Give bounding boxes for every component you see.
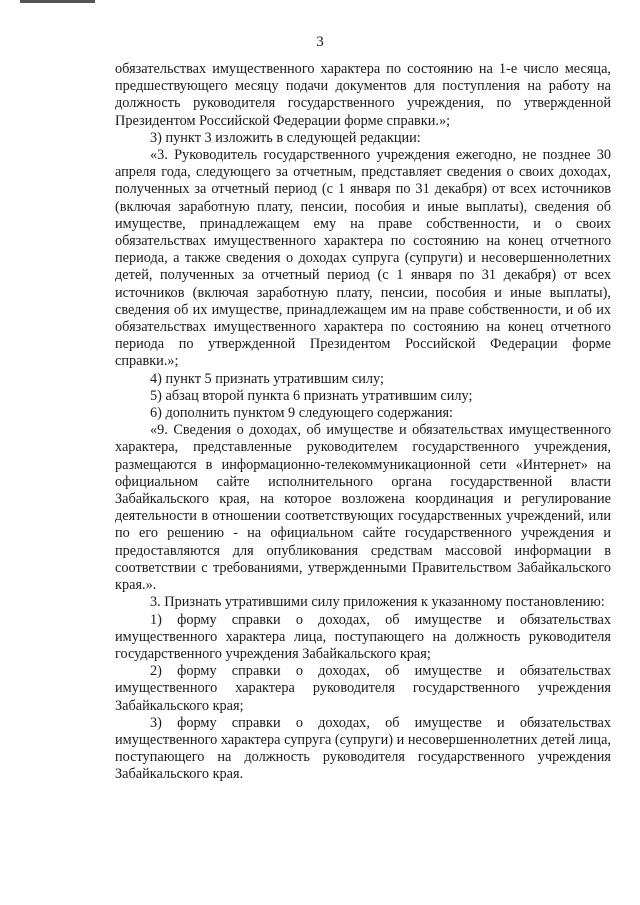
page-number: 3 [316,34,324,50]
paragraph-clause-9: «9. Сведения о доходах, об имуществе и обязательствах имущественного характера, представленные руководителем государственного учреждения, размещаются в информационно-телекоммуникационной сети «Интернет» на официальном сайте исполнительного органа государственной власти Забайкальского края, на которое возложена координация и регулирование деятельности в отношении соответствующих государственных учреждений, или по его решению - на официальном сайте государственного учреждения и предоставляются для опубликования средствам массовой информации в соответствии с требованиями, утвержденными Правительством Забайкальского края.». [115,422,611,594]
paragraph-item-4: 4) пункт 5 признать утратившим силу; [150,370,384,387]
paragraph-form-1: 1) форму справки о доходах, об имуществе и обязательствах имущественного характера лица, поступающего на должность руководителя государственного учреждения Забайкальского края; [115,611,611,662]
paragraph-item-6: 6) дополнить пунктом 9 следующего содержания: [150,405,454,422]
paragraph-continuation: обязательствах имущественного характера по состоянию на 1-е число месяца, предшествующего месяцу подачи документов для поступления на работу на должность руководителя государственного учреждения, по утвержденной Президентом Российской Федерации форме справки.»; [115,61,611,129]
paragraph-form-2: 2) форму справки о доходах, об имуществе и обязательствах имущественного характера руководителя государственного учреждения Забайкальского края; [115,663,611,714]
paragraph-item-5: 5) абзац второй пункта 6 признать утратившим силу; [150,387,473,404]
paragraph-section-3: 3. Признать утратившими силу приложения к указанному постановлению: [150,594,605,611]
paragraph-item-3: 3) пункт 3 изложить в следующей редакции: [150,129,421,146]
paragraph-clause-3: «3. Руководитель государственного учреждения ежегодно, не позднее 30 апреля года, следующего за отчетным, представляет сведения о своих доходах, полученных за отчетный период (с 1 января по 31 декабря) от всех источников (включая заработную плату, пенсии, пособия и иные выплаты), сведения об имуществе, принадлежащем ему на праве собственности, и о своих обязательствах имущественного характера по состоянию на конец отчетного периода, а также сведения о доходах супруга (супруги) и несовершеннолетних детей, полученных за отчетный период (с 1 января по 31 декабря) от всех источников (включая заработную плату, пенсии, пособия и иные выплаты), сведения об их имуществе, принадлежащем им на праве собственности, и об их обязательствах имущественного характера по состоянию на конец отчетного периода по утвержденной Президентом Российской Федерации форме справки.»; [115,147,611,370]
scan-corner-mark [20,0,95,3]
paragraph-form-3: 3) форму справки о доходах, об имуществе и обязательствах имущественного характера супруга (супруги) и несовершеннолетних детей лица, поступающего на должность руководителя государственного учреждения Забайкальского края. [115,714,611,783]
document-body [115,61,611,784]
